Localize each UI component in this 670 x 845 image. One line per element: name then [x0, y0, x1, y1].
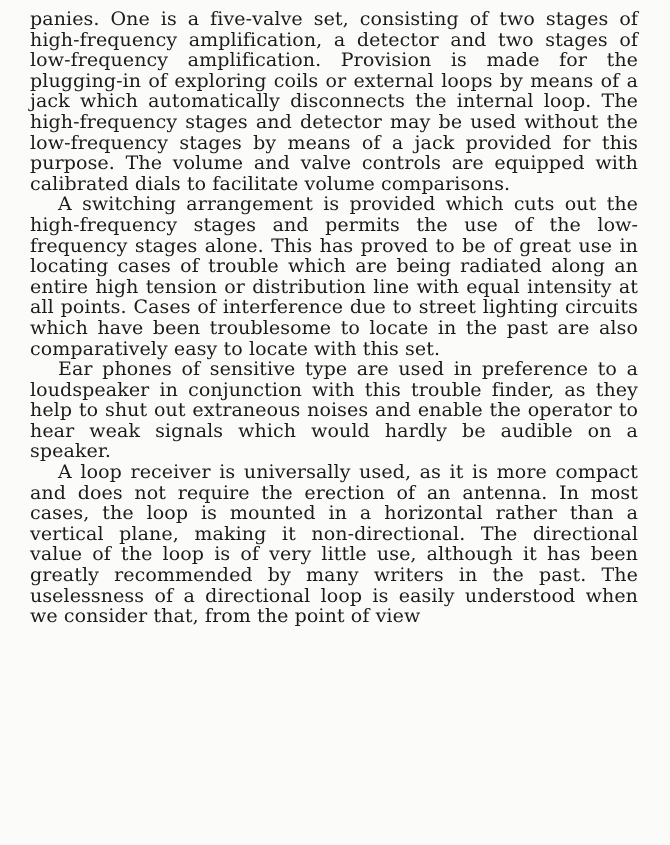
- paragraph-switching-arrangement: A switching arrangement is provided which cuts out the high-frequency stages and permits the use of the low-frequency stages alone. This has proved to be of great use in locating cases of trouble which are being radiated along an entire high tension or distribution line with equal intensity at all points. Cases of interference due to street lighting circuits which have been troublesome to locate in the past are also comparatively easy to locate with this set.: [30, 193, 638, 360]
- paragraph-valve-set: panies. One is a five-valve set, consisting of two stages of high-frequency amplification, a detector and two stages of low-frequency amplification. Provision is made for the plugging-in of exploring coils or external loops by means of a jack which automatically disconnects the internal loop. The high-frequency stages and detector may be used without the low-frequency stages by means of a jack provided for this purpose. The volume and valve controls are equipped with calibrated dials to facilitate volume comparisons.: [30, 8, 638, 195]
- paragraph-ear-phones: Ear phones of sensitive type are used in preference to a loudspeaker in conjunction with this trouble finder, as they help to shut out extraneous noises and enable the operator to hear weak signals which would hardly be audible on a speaker.: [30, 358, 638, 463]
- article-text-column: [30, 9, 638, 627]
- paragraph-loop-receiver: A loop receiver is universally used, as it is more compact and does not require the erection of an antenna. In most cases, the loop is mounted in a horizontal rather than a vertical plane, making it non-directional. The directional value of the loop is of very little use, although it has been greatly recommended by many writers in the past. The uselessness of a directional loop is easily understood when we consider that, from the point of view: [30, 461, 638, 628]
